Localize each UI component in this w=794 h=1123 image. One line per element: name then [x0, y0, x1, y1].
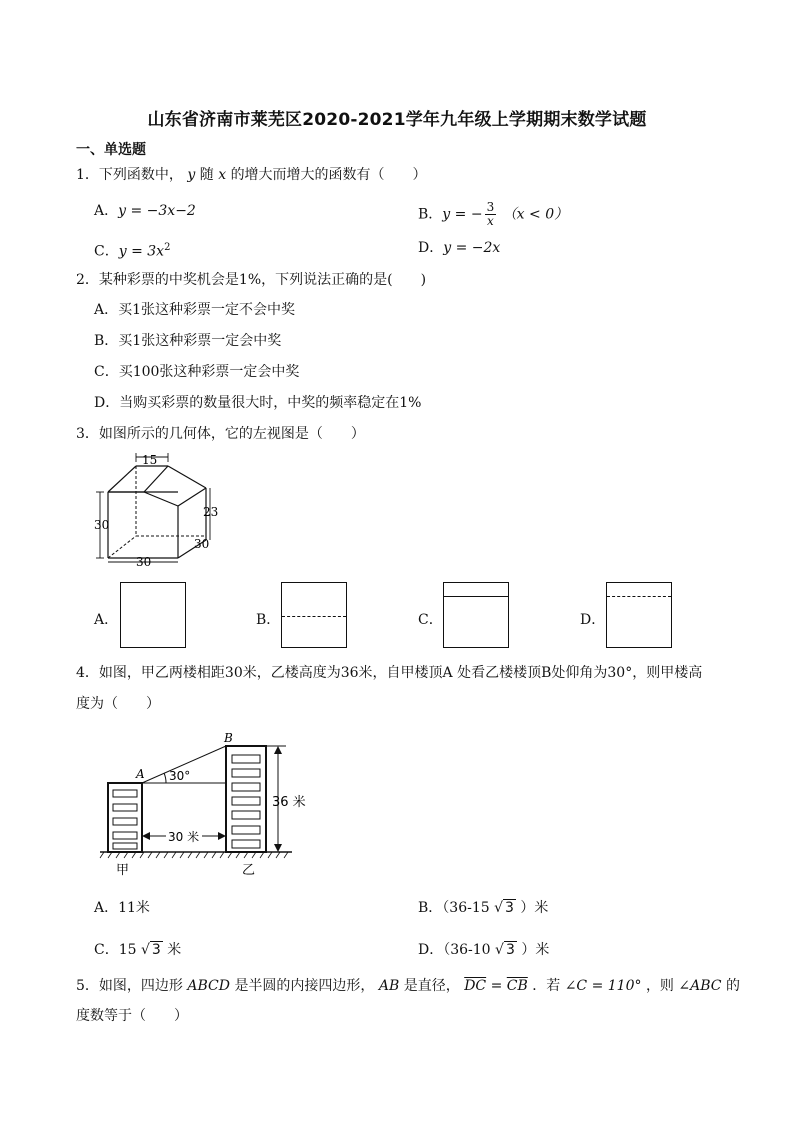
dimension-label: 23 [203, 505, 219, 519]
q5-math: ∠ABC [678, 978, 722, 994]
question-4-stem-line2: 度为（ ） [76, 696, 160, 712]
q3-solid-figure [88, 450, 228, 575]
q5-text: 是直径， [403, 978, 460, 994]
q3-option-d-label[interactable]: D． [580, 612, 606, 628]
option-label: B． [418, 206, 443, 223]
option-label: C． [94, 243, 119, 260]
q5-math: ∠C = 110° [564, 978, 642, 994]
q2-option-a[interactable]: A．买1张这种彩票一定不会中奖 [94, 302, 296, 318]
q1-option-b[interactable] [418, 201, 568, 228]
q5-arc: $\overline{DC}$ [464, 978, 487, 994]
option-math: y = −3x−2 [118, 203, 196, 219]
radicand: 3 [505, 900, 514, 916]
angle-label: 30° [169, 769, 191, 783]
q5-text: 是半圆的内接四边形， [234, 978, 375, 994]
q5-math: ABCD [187, 978, 230, 994]
q3-option-c-label[interactable]: C． [418, 612, 443, 628]
dimension-label: 30 [194, 537, 210, 551]
radicand: 3 [151, 942, 161, 958]
solid-line [444, 596, 508, 597]
section-heading: 一、单选题 [76, 142, 146, 158]
q2-option-d[interactable]: D．当购买彩票的数量很大时，中奖的频率稳定在1% [94, 395, 422, 411]
option-text: D．（36-10 [418, 942, 491, 958]
option-label: A． [94, 203, 119, 219]
option-text: 米 [167, 942, 182, 958]
q5-text: 的 [725, 978, 740, 994]
q2-option-c[interactable]: C．买100张这种彩票一定会中奖 [94, 364, 300, 380]
option-label: D． [418, 240, 444, 256]
option-text: C．15 [94, 942, 137, 958]
q4-option-b[interactable] [418, 898, 548, 918]
dashed-line [607, 596, 671, 597]
exponent: 2 [164, 242, 171, 253]
option-math: y = − [442, 206, 483, 223]
q1-var-y: y [187, 167, 196, 183]
q1-option-c[interactable] [94, 238, 170, 262]
point-a-label: A [136, 767, 145, 781]
building-yi-label: 乙 [242, 863, 256, 878]
option-math: y = −2x [443, 240, 501, 256]
q3-option-c-view[interactable] [443, 582, 509, 648]
q3-option-a-label[interactable]: A． [94, 612, 119, 628]
question-5-stem-line1 [76, 976, 740, 996]
option-text: B．（36-15 [418, 900, 490, 916]
q1-option-d[interactable] [418, 238, 500, 258]
q3-option-a-view[interactable] [120, 582, 186, 648]
q5-text: ．若 [532, 978, 561, 994]
q5-text: ，则 [645, 978, 674, 994]
height-label: 36 米 [272, 795, 306, 810]
q1-stem-text: 的增大而增大的函数有（ ） [230, 167, 427, 183]
dimension-label: 30 [94, 518, 110, 532]
question-2-stem: 2．某种彩票的中奖机会是1%，下列说法正确的是( ) [76, 272, 427, 288]
option-text: ）米 [520, 900, 549, 916]
option-text: ）米 [521, 942, 550, 958]
question-3-stem: 3．如图所示的几何体，它的左视图是（ ） [76, 426, 365, 442]
q4-option-a[interactable]: A．11米 [94, 900, 150, 916]
q1-var-x: x [218, 167, 227, 183]
building-jia-label: 甲 [116, 863, 130, 878]
sqrt-expression: √ 3 [495, 942, 515, 958]
q3-option-b-view[interactable] [281, 582, 347, 648]
q3-option-b-label[interactable]: B． [256, 612, 281, 628]
question-4-stem-line1: 4．如图，甲乙两楼相距30米，乙楼高度为36米，自甲楼顶A 处看乙楼楼顶B处仰角为30°，则甲楼高 [76, 665, 703, 681]
dimension-label: 15 [142, 453, 158, 467]
q2-option-b[interactable]: B．买1张这种彩票一定会中奖 [94, 333, 282, 349]
fraction-denominator: x [487, 214, 494, 228]
q5-math: AB [378, 978, 400, 994]
q3-option-d-view[interactable] [606, 582, 672, 648]
distance-label: 30 米 [168, 830, 200, 844]
q4-buildings-figure [96, 728, 316, 878]
q5-text: 5．如图，四边形 [76, 978, 183, 994]
q1-stem-text: 随 [199, 167, 214, 183]
question-1-stem [76, 165, 427, 185]
q1-option-a[interactable] [94, 201, 196, 221]
option-condition: （x < 0） [502, 206, 569, 223]
sqrt-expression: √ 3 [494, 900, 514, 916]
q4-option-d[interactable] [418, 940, 549, 960]
question-5-stem-line2: 度数等于（ ） [76, 1008, 188, 1024]
q5-math: = [490, 978, 503, 994]
sqrt-expression: √ 3 [140, 942, 161, 958]
q4-option-c[interactable] [94, 940, 181, 960]
page-title: 山东省济南市莱芜区2020-2021学年九年级上学期期末数学试题 [147, 110, 647, 130]
radicand: 3 [505, 942, 515, 958]
point-b-label: B [224, 731, 233, 745]
dimension-label: 30 [136, 555, 152, 569]
q5-arc: $\overline{CB}$ [506, 978, 528, 994]
fraction [485, 201, 497, 228]
dashed-line [282, 616, 346, 617]
option-math: y = 3x [118, 243, 165, 260]
q1-stem-text: 1．下列函数中， [76, 167, 183, 183]
fraction-numerator: 3 [486, 200, 495, 214]
